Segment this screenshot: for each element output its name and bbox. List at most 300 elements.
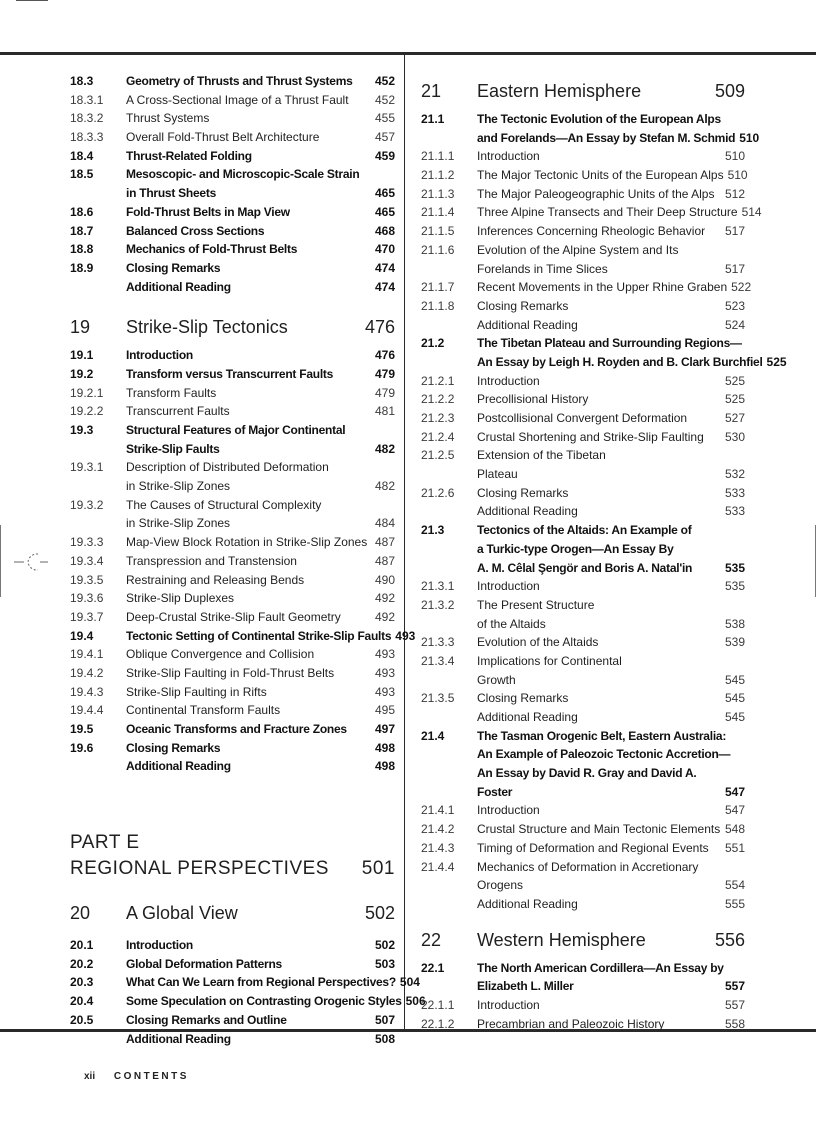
entry-number: 19.4: [70, 628, 94, 643]
toc-entry[interactable]: [70, 533, 395, 552]
entry-number: 19.3.5: [70, 572, 104, 587]
entry-number: 20.3: [70, 975, 94, 990]
toc-entry[interactable]: [70, 222, 395, 241]
entry-page: 514: [741, 205, 762, 220]
entry-page: 525: [766, 354, 787, 369]
toc-entry[interactable]: [70, 514, 395, 533]
entry-title: Strike-Slip Duplexes: [126, 591, 235, 606]
toc-entry[interactable]: [421, 353, 787, 372]
toc-entry[interactable]: [70, 458, 395, 477]
toc-entry[interactable]: [70, 627, 416, 646]
entry-title: Deep-Crustal Strike-Slip Fault Geometry: [126, 609, 341, 624]
toc-entry[interactable]: [70, 645, 395, 664]
left-column: [70, 72, 426, 1048]
entry-number: 19.3.3: [70, 535, 104, 550]
chapter-number: 20: [70, 903, 91, 924]
toc-entry[interactable]: [421, 260, 745, 279]
chapter-title: Western Hemisphere: [477, 929, 646, 950]
entry-number: 18.8: [70, 242, 94, 257]
toc-entry[interactable]: [70, 147, 395, 166]
entry-title: Closing Remarks: [477, 691, 569, 706]
entry-page: 482: [374, 479, 395, 494]
entry-page: 535: [724, 579, 745, 594]
entry-number: 22.1.1: [421, 997, 455, 1012]
entry-page: 490: [374, 572, 395, 587]
entry-number: 21.3.5: [421, 691, 455, 706]
chapter-heading-19[interactable]: [70, 308, 395, 346]
toc-entry[interactable]: [421, 540, 745, 559]
entry-title: in Thrust Sheets: [126, 186, 217, 201]
toc-entry[interactable]: [421, 110, 745, 129]
toc-entry[interactable]: [421, 465, 745, 484]
toc-entry[interactable]: [70, 496, 395, 515]
entry-title: Implications for Continental: [477, 653, 622, 668]
chapter-page: 509: [714, 81, 745, 101]
chapter-title: A Global View: [126, 903, 238, 924]
toc-entry[interactable]: [421, 996, 745, 1015]
entry-page: 533: [724, 504, 745, 519]
toc-entry[interactable]: [421, 129, 760, 148]
right-column: [421, 72, 787, 1033]
entry-title: What Can We Learn from Regional Perspectives?: [126, 975, 396, 990]
entry-page: 476: [374, 348, 395, 363]
entry-page: 497: [374, 722, 395, 736]
entry-page: 530: [724, 429, 745, 444]
entry-title: Strike-Slip Faulting in Fold-Thrust Belts: [126, 665, 335, 680]
entry-page: 538: [724, 616, 745, 631]
entry-title: Overall Fold-Thrust Belt Architecture: [126, 130, 320, 145]
entry-number: 19.3.6: [70, 591, 104, 606]
entry-page: 532: [724, 467, 745, 482]
toc-entry[interactable]: [70, 184, 395, 203]
entry-title: Additional Reading: [477, 710, 578, 724]
entry-page: 504: [399, 975, 420, 990]
entry-title: Fold-Thrust Belts in Map View: [126, 204, 290, 219]
toc-entry[interactable]: [421, 727, 745, 746]
toc-entry[interactable]: [421, 185, 745, 204]
toc-entry[interactable]: [421, 596, 745, 615]
toc-entry[interactable]: [70, 973, 420, 992]
entry-page: 545: [724, 691, 745, 706]
entry-title: Balanced Cross Sections: [126, 223, 265, 238]
toc-entry[interactable]: [421, 652, 745, 671]
entry-page: 539: [724, 635, 745, 650]
entry-page: 482: [374, 441, 395, 456]
part-page: 501: [361, 858, 395, 880]
entry-title: Closing Remarks: [126, 260, 221, 275]
entry-number: 19.4.2: [70, 665, 104, 680]
toc-entry[interactable]: [421, 297, 745, 316]
entry-title: The Causes of Structural Complexity: [126, 497, 322, 512]
entry-page: 525: [724, 392, 745, 407]
toc-entry[interactable]: [421, 764, 745, 783]
entry-title: Additional Reading: [477, 504, 578, 519]
entry-title: Structural Features of Major Continental: [126, 423, 346, 437]
entry-page: 510: [739, 130, 760, 145]
entry-title: in Strike-Slip Zones: [126, 516, 231, 531]
toc-entry[interactable]: [421, 615, 745, 634]
entry-title: Transcurrent Faults: [126, 404, 230, 419]
registration-mark-icon: [14, 550, 48, 574]
entry-page: 510: [724, 149, 745, 164]
entry-title: Additional Reading: [477, 896, 578, 911]
entry-page: 452: [374, 92, 395, 107]
entry-page: 498: [374, 740, 395, 755]
entry-page: 459: [374, 148, 395, 163]
entry-page: 512: [724, 186, 745, 201]
toc-entry[interactable]: [70, 259, 395, 278]
entry-title: Three Alpine Transects and Their Deep Structure: [477, 205, 738, 220]
entry-number: 21.4.2: [421, 822, 455, 837]
toc-entry[interactable]: [70, 477, 395, 496]
toc-entry[interactable]: [421, 502, 745, 521]
toc-entry[interactable]: [70, 203, 395, 222]
entry-title: and Forelands—An Essay by Stefan M. Schmid: [477, 130, 736, 145]
toc-entry[interactable]: [70, 608, 395, 627]
toc-entry[interactable]: [70, 1011, 395, 1030]
entry-title: Closing Remarks and Outline: [126, 1012, 287, 1027]
entry-number: 19.2: [70, 366, 94, 381]
entry-title: The Present Structure: [477, 597, 595, 612]
toc-entry[interactable]: [421, 390, 745, 409]
entry-page: 493: [374, 647, 395, 662]
toc-entry[interactable]: [70, 384, 395, 403]
entry-title: The Tectonic Evolution of the European Alps: [477, 112, 721, 126]
toc-entry[interactable]: [421, 858, 745, 877]
entry-title: Transpression and Transtension: [126, 553, 297, 568]
entry-title: An Essay by David R. Gray and David A.: [477, 766, 697, 781]
toc-entry[interactable]: [70, 165, 395, 184]
toc-entry[interactable]: [70, 683, 395, 702]
entry-page: 502: [374, 938, 395, 953]
entry-title: Tectonics of the Altaids: An Example of: [477, 523, 692, 538]
entry-page: 495: [374, 703, 395, 718]
entry-number: 19.3.7: [70, 609, 104, 624]
entry-title: Plateau: [477, 467, 518, 482]
entry-title: Postcollisional Convergent Deformation: [477, 411, 688, 425]
chapter-number: 19: [70, 317, 91, 338]
toc-entry[interactable]: [421, 633, 745, 652]
toc-entry[interactable]: [421, 671, 745, 690]
entry-title: Evolution of the Alpine System and Its: [477, 242, 679, 257]
entry-number: 19.4.3: [70, 684, 104, 699]
entry-page: 535: [724, 560, 745, 575]
running-head: CONTENTS: [113, 1071, 189, 1082]
toc-list-ch19: [70, 346, 416, 776]
entry-number: 21.1.5: [421, 224, 455, 239]
entry-number: 21.1.8: [421, 298, 455, 313]
entry-number: 21.3.2: [421, 597, 455, 612]
entry-title: Additional Reading: [126, 759, 231, 774]
top-rule: [0, 52, 816, 55]
toc-entry[interactable]: [421, 959, 745, 978]
entry-number: 19.4.4: [70, 703, 104, 718]
toc-entry[interactable]: [421, 876, 745, 895]
entry-number: 19.2.1: [70, 385, 104, 400]
entry-page: 508: [374, 1031, 395, 1046]
entry-page: 506: [405, 994, 426, 1009]
entry-page: 487: [374, 535, 395, 550]
toc-entry[interactable]: [70, 552, 395, 571]
entry-number: 21.1.6: [421, 242, 455, 257]
entry-page: 547: [724, 803, 745, 818]
entry-title: The North American Cordillera—An Essay by: [477, 960, 724, 975]
entry-number: 21.3: [421, 523, 445, 538]
entry-title: Strike-Slip Faults: [126, 441, 220, 456]
entry-number: 18.9: [70, 260, 94, 275]
entry-title: Precollisional History: [477, 392, 589, 407]
entry-title: Additional Reading: [126, 1031, 231, 1046]
toc-entry[interactable]: [421, 428, 745, 447]
entry-page: 465: [374, 186, 395, 201]
entry-title: Restraining and Releasing Bends: [126, 572, 305, 587]
chapter-title: Strike-Slip Tectonics: [126, 317, 288, 338]
toc-entry[interactable]: [70, 664, 395, 683]
chapter-heading-20[interactable]: [70, 894, 395, 932]
toc-entry[interactable]: [70, 278, 395, 297]
toc-entry[interactable]: [70, 346, 395, 365]
toc-list-ch18: [70, 72, 395, 296]
toc-entry[interactable]: [70, 440, 395, 459]
entry-title: Map-View Block Rotation in Strike-Slip Zones: [126, 535, 368, 550]
toc-entry[interactable]: [421, 689, 745, 708]
entry-number: 18.5: [70, 167, 94, 182]
toc-entry[interactable]: [70, 91, 395, 110]
entry-title: Inferences Concerning Rheologic Behavior: [477, 224, 706, 239]
toc-list-ch21: [421, 110, 787, 914]
entry-number: 21.1: [421, 112, 445, 126]
entry-page: 554: [724, 878, 745, 893]
entry-number: 18.3.3: [70, 130, 104, 145]
entry-title: A Cross-Sectional Image of a Thrust Fault: [126, 92, 349, 107]
entry-number: 21.1.3: [421, 186, 455, 201]
entry-number: 18.3.1: [70, 92, 104, 107]
toc-entry[interactable]: [421, 446, 745, 465]
entry-title: Introduction: [126, 938, 193, 953]
entry-number: 18.3: [70, 74, 94, 88]
toc-entry[interactable]: [421, 577, 745, 596]
entry-number: 19.4.1: [70, 647, 104, 662]
entry-title: Oceanic Transforms and Fracture Zones: [126, 722, 347, 736]
toc-entry[interactable]: [421, 745, 745, 764]
entry-title: Some Speculation on Contrasting Orogenic Styles: [126, 994, 402, 1009]
toc-entry[interactable]: [421, 409, 745, 428]
entry-title: Crustal Shortening and Strike-Slip Faulting: [477, 429, 704, 444]
left-edge-mark: [0, 525, 1, 597]
entry-page: 547: [724, 784, 745, 799]
entry-page: 507: [374, 1012, 395, 1027]
entry-title: Mechanics of Deformation in Accretionary: [477, 859, 699, 874]
toc-entry[interactable]: [421, 977, 745, 996]
entry-number: 19.5: [70, 722, 94, 736]
toc-entry[interactable]: [421, 241, 745, 260]
toc-entry[interactable]: [70, 955, 395, 974]
entry-title: Mechanics of Fold-Thrust Belts: [126, 242, 298, 257]
toc-entry[interactable]: [421, 895, 745, 914]
entry-page: 503: [374, 956, 395, 971]
entry-page: 522: [731, 280, 752, 295]
chapter-page: 476: [364, 317, 395, 338]
entry-number: 18.4: [70, 148, 94, 163]
entry-title: The Tibetan Plateau and Surrounding Regions—: [477, 336, 742, 351]
entry-page: 484: [374, 516, 395, 531]
entry-page: 527: [724, 411, 745, 425]
entry-number: 21.3.4: [421, 653, 455, 668]
entry-number: 22.1: [421, 960, 445, 975]
entry-number: 21.4.1: [421, 803, 455, 818]
entry-title: Timing of Deformation and Regional Events: [477, 840, 709, 855]
chapter-number: 21: [421, 81, 442, 101]
entry-number: 20.1: [70, 938, 94, 953]
entry-title: of the Altaids: [477, 616, 546, 631]
toc-entry[interactable]: [70, 109, 395, 128]
entry-title: Recent Movements in the Upper Rhine Graben: [477, 280, 728, 295]
toc-entry[interactable]: [421, 521, 745, 540]
entry-page: 498: [374, 759, 395, 774]
entry-title: Foster: [477, 784, 513, 799]
entry-page: 493: [395, 628, 416, 643]
toc-entry[interactable]: [421, 801, 745, 820]
entry-page: 479: [374, 385, 395, 400]
entry-number: 21.2.4: [421, 429, 455, 444]
entry-page: 457: [374, 130, 395, 145]
entry-title: The Major Tectonic Units of the European Alps: [477, 168, 724, 183]
toc-entry[interactable]: [70, 936, 395, 955]
toc-entry[interactable]: [421, 372, 745, 391]
chapter-heading-22[interactable]: [421, 921, 745, 959]
toc-entry[interactable]: [421, 334, 745, 353]
toc-entry[interactable]: [70, 240, 395, 259]
entry-page: 487: [374, 553, 395, 568]
entry-title: Orogens: [477, 878, 524, 893]
toc-entry[interactable]: [421, 559, 745, 578]
entry-title: The Tasman Orogenic Belt, Eastern Australia:: [477, 728, 727, 743]
toc-entry[interactable]: [421, 316, 745, 335]
entry-title: Additional Reading: [126, 279, 231, 294]
toc-entry[interactable]: [421, 203, 762, 222]
entry-title: Oblique Convergence and Collision: [126, 647, 315, 662]
entry-page: 548: [724, 822, 745, 837]
entry-number: 19.1: [70, 348, 94, 363]
entry-title: Precambrian and Paleozoic History: [477, 1016, 665, 1031]
toc-entry[interactable]: [421, 1015, 745, 1034]
entry-page: 465: [374, 204, 395, 219]
toc-entry[interactable]: [70, 1030, 395, 1049]
entry-page: 455: [374, 111, 395, 126]
toc-entry[interactable]: [421, 484, 745, 503]
entry-title: Additional Reading: [477, 317, 578, 332]
entry-title: Closing Remarks: [126, 740, 221, 755]
entry-page: 545: [724, 672, 745, 687]
entry-number: 18.6: [70, 204, 94, 219]
entry-number: 21.3.3: [421, 635, 455, 650]
entry-title: a Turkic-type Orogen—An Essay By: [477, 541, 674, 556]
toc-entry[interactable]: [421, 708, 745, 727]
entry-title: Extension of the Tibetan: [477, 448, 606, 463]
entry-title: Evolution of the Altaids: [477, 635, 599, 650]
toc-entry[interactable]: [421, 839, 745, 858]
toc-entry[interactable]: [70, 757, 395, 776]
entry-number: 21.1.7: [421, 280, 455, 295]
part-heading[interactable]: [70, 830, 395, 882]
toc-entry[interactable]: [421, 166, 748, 185]
column-divider: [404, 55, 405, 1029]
chapter-page: 502: [364, 903, 395, 924]
entry-title: Forelands in Time Slices: [477, 261, 608, 276]
entry-title: Crustal Structure and Main Tectonic Elements: [477, 822, 721, 837]
entry-title: An Essay by Leigh H. Royden and B. Clark Burchfiel: [477, 354, 763, 369]
chapter-title: Eastern Hemisphere: [477, 81, 642, 101]
toc-entry[interactable]: [70, 421, 395, 440]
entry-title: Growth: [477, 672, 516, 687]
entry-number: 20.4: [70, 994, 94, 1009]
toc-entry[interactable]: [70, 402, 395, 421]
entry-page: 555: [724, 896, 745, 911]
entry-title: Elizabeth L. Miller: [477, 979, 574, 994]
entry-page: 468: [374, 223, 395, 238]
entry-title: Closing Remarks: [477, 485, 569, 500]
chapter-heading-21[interactable]: [421, 72, 745, 110]
toc-entry[interactable]: [70, 739, 395, 758]
entry-number: 21.2.1: [421, 373, 455, 388]
toc-entry[interactable]: [70, 701, 395, 720]
corner-crop-mark: [16, 0, 48, 1]
entry-page: 510: [727, 168, 748, 183]
folio: xii: [84, 1071, 96, 1082]
entry-number: 19.3.1: [70, 460, 104, 475]
toc-entry[interactable]: [70, 720, 395, 739]
entry-number: 21.4.3: [421, 840, 455, 855]
entry-number: 22.1.2: [421, 1016, 455, 1031]
entry-number: 19.3.4: [70, 553, 104, 568]
entry-title: A. M. Cêlal Şengör and Boris A. Natal'in: [477, 560, 693, 575]
toc-entry[interactable]: [70, 571, 395, 590]
entry-page: 481: [374, 404, 395, 419]
entry-title: Continental Transform Faults: [126, 703, 281, 718]
entry-title: The Major Paleogeographic Units of the Alps: [477, 186, 715, 201]
entry-title: Introduction: [126, 348, 193, 363]
entry-number: 21.2.2: [421, 392, 455, 407]
toc-entry[interactable]: [70, 128, 395, 147]
entry-page: 493: [374, 684, 395, 699]
toc-entry[interactable]: [70, 992, 426, 1011]
toc-entry[interactable]: [421, 820, 745, 839]
toc-entry[interactable]: [70, 589, 395, 608]
entry-page: 525: [724, 373, 745, 388]
entry-number: 19.3: [70, 423, 94, 437]
entry-title: Transform Faults: [126, 385, 217, 400]
toc-entry[interactable]: [70, 72, 395, 91]
entry-number: 19.2.2: [70, 404, 104, 419]
entry-number: 21.3.1: [421, 579, 455, 594]
entry-page: 492: [374, 609, 395, 624]
entry-page: 517: [724, 224, 745, 239]
entry-title: Transform versus Transcurrent Faults: [126, 366, 334, 381]
toc-entry[interactable]: [421, 147, 745, 166]
toc-entry[interactable]: [421, 783, 745, 802]
toc-entry[interactable]: [70, 365, 395, 384]
entry-title: Strike-Slip Faulting in Rifts: [126, 684, 267, 699]
part-title: REGIONAL PERSPECTIVES: [70, 858, 329, 880]
entry-number: 19.3.2: [70, 497, 104, 512]
entry-page: 533: [724, 485, 745, 500]
toc-entry[interactable]: [421, 222, 745, 241]
part-label: PART E: [70, 832, 140, 854]
entry-number: 21.2.3: [421, 411, 455, 425]
toc-entry[interactable]: [421, 278, 752, 297]
page-footer: [84, 1071, 189, 1082]
entry-title: in Strike-Slip Zones: [126, 479, 231, 494]
